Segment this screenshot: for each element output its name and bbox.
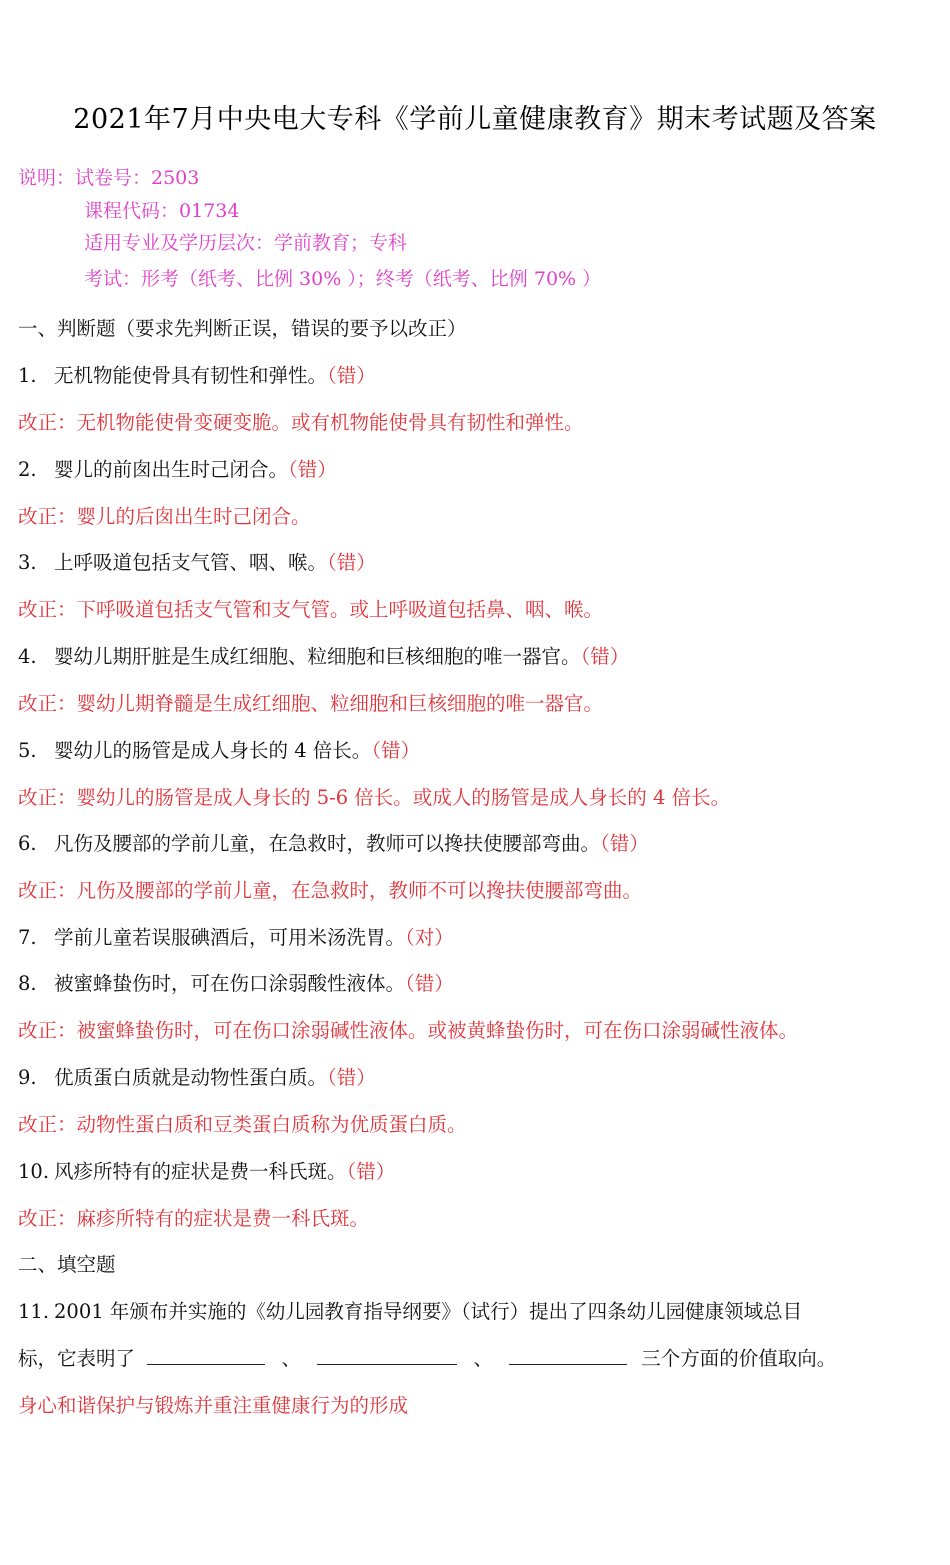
correction-9: 改正：动物性蛋白质和豆类蛋白质称为优质蛋白质。: [18, 1113, 467, 1136]
correction-1: 改正：无机物能使骨变硬变脆。或有机物能使骨具有韧性和弹性。: [18, 411, 584, 434]
blank-separator: 、: [473, 1347, 493, 1370]
question-number: 2.: [18, 458, 37, 481]
question-number: 3.: [18, 551, 37, 574]
blank-1: [147, 1344, 265, 1365]
question-text: 标，它表明了: [18, 1347, 136, 1370]
document-title: 2021年7月中央电大专科《学前儿童健康教育》期末考试题及答案: [73, 104, 877, 135]
correction-2: 改正：婴儿的后囱出生时己闭合。: [18, 505, 311, 528]
question-number: 6.: [18, 832, 37, 855]
question-6: [18, 829, 649, 859]
meta-exam-number: 说明：试卷号：2503: [18, 167, 200, 189]
question-answer: （错）: [327, 364, 376, 387]
question-2: [18, 455, 337, 485]
question-3: [18, 548, 376, 578]
question-answer: （错）: [327, 1066, 376, 1089]
question-answer: （错）: [327, 551, 376, 574]
question-9: [18, 1063, 376, 1093]
question-answer: （错）: [346, 1160, 396, 1183]
question-number: 5.: [18, 739, 37, 762]
question-number: 7.: [18, 926, 37, 949]
question-text: 上呼吸道包括支气管、咽、喉。: [54, 551, 328, 574]
question-answer: （错）: [288, 458, 337, 481]
blank-3: [509, 1344, 627, 1365]
section-true-false-heading: 一、判断题（要求先判断正误，错误的要予以改正）: [18, 317, 467, 340]
question-text: 学前儿童若误服碘酒后，可用米汤洗胃。: [54, 926, 406, 949]
question-number: 9.: [18, 1066, 37, 1089]
question-text: 三个方面的价值取向。: [641, 1347, 837, 1370]
question-1: [18, 361, 376, 391]
correction-8: 改正：被蜜蜂蛰伤时，可在伤口涂弱碱性液体。或被黄蜂蛰伤时，可在伤口涂弱碱性液体。: [18, 1019, 799, 1042]
question-7: [18, 923, 454, 953]
question-text: 无机物能使骨具有韧性和弹性。: [54, 364, 328, 387]
question-5: [18, 736, 420, 766]
question-text: 婴幼儿期肝脏是生成红细胞、粒细胞和巨核细胞的唯一器官。: [54, 645, 581, 668]
meta-exam-format: 考试：形考（纸考、比例 30% ）；终考（纸考、比例 70% ）: [84, 268, 602, 290]
question-text: 被蜜蜂蛰伤时，可在伤口涂弱酸性液体。: [54, 972, 406, 995]
question-text: 2001 年颁布并实施的《幼儿园教育指导纲要》（试行）提出了四条幼儿园健康领域总目: [54, 1300, 803, 1323]
blank-2: [317, 1344, 457, 1365]
question-number: 11.: [18, 1300, 50, 1323]
correction-4: 改正：婴幼儿期脊髓是生成红细胞、粒细胞和巨核细胞的唯一器官。: [18, 692, 604, 715]
question-answer: （错）: [580, 645, 630, 668]
correction-6: 改正：凡伤及腰部的学前儿童，在急救时，教师不可以搀扶使腰部弯曲。: [18, 879, 643, 902]
question-text: 婴幼儿的肠管是成人身长的 4 倍长。: [54, 739, 372, 762]
question-text: 凡伤及腰部的学前儿童，在急救时，教师可以搀扶使腰部弯曲。: [54, 832, 601, 855]
question-11-continued: [18, 1344, 836, 1374]
question-11: [18, 1297, 802, 1327]
question-text: 风疹所特有的症状是费一科氏斑。: [54, 1160, 347, 1183]
correction-5: 改正：婴幼儿的肠管是成人身长的 5-6 倍长。或成人的肠管是成人身长的 4 倍长。: [18, 786, 731, 809]
correction-3: 改正：下呼吸道包括支气管和支气管。或上呼吸道包括鼻、咽、喉。: [18, 598, 604, 621]
question-8: [18, 969, 454, 999]
question-number: 8.: [18, 972, 37, 995]
correction-10: 改正：麻疹所特有的症状是费一科氏斑。: [18, 1207, 370, 1230]
meta-major-level: 适用专业及学历层次：学前教育；专科: [84, 232, 408, 254]
answer-11: 身心和谐保护与锻炼并重注重健康行为的形成: [18, 1394, 409, 1417]
section-fill-blank-heading: 二、填空题: [18, 1253, 116, 1276]
question-4: [18, 642, 629, 672]
question-answer: （错）: [371, 739, 421, 762]
question-answer: （对）: [405, 926, 454, 949]
question-number: 4.: [18, 645, 37, 668]
question-number: 10.: [18, 1160, 50, 1183]
question-answer: （错）: [405, 972, 454, 995]
meta-course-code: 课程代码：01734: [84, 200, 240, 222]
question-text: 婴儿的前囱出生时己闭合。: [54, 458, 289, 481]
blank-separator: 、: [281, 1347, 301, 1370]
question-text: 优质蛋白质就是动物性蛋白质。: [54, 1066, 328, 1089]
question-answer: （错）: [600, 832, 649, 855]
question-10: [18, 1157, 395, 1187]
question-number: 1.: [18, 364, 37, 387]
